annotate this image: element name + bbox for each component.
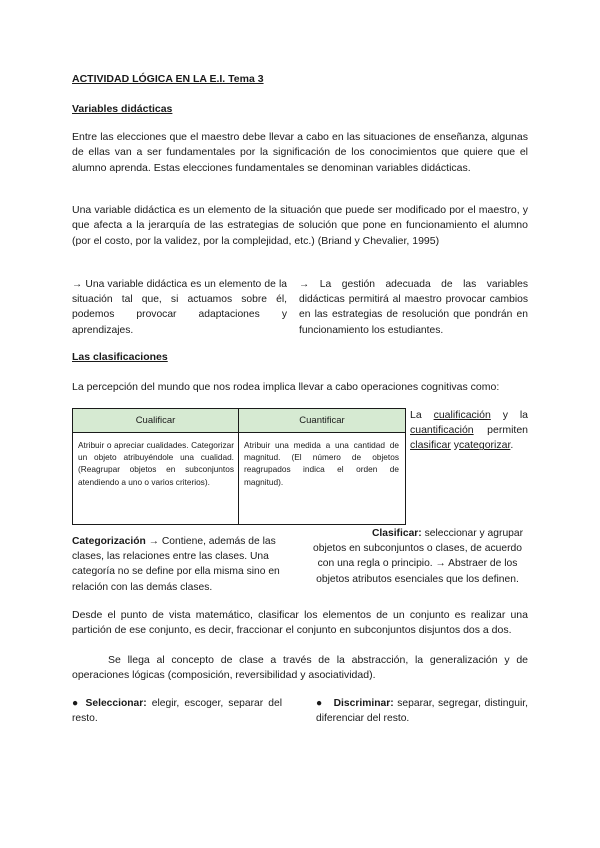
paragraph-variable-didactica: Una variable didáctica es un elemento de la situación que puede ser modificado por el maestro, y que afecta a la jerarquía de las estrategias de solución que pone en funcionamiento el alumno (por el costo, por la validez, por la complejidad, etc.) (Briand y Chevalier, 1995) xyxy=(72,204,528,247)
operations-table xyxy=(72,408,406,525)
paragraph-concepto-clase-text: Se llega al concepto de clase a través de la abstracción, la generalización y de operaciones lógicas (composición, reversibilidad y asociatividad). xyxy=(72,654,528,682)
column-left-note: → Una variable didáctica es un elemento de la situación tal que, si actuamos sobre él, podemos provocar adaptaciones y aprendizajes. xyxy=(72,279,287,336)
column-right-note: → La gestión adecuada de las variables didácticas permitirá al maestro provocar cambios en las estrategias de resolución que pondrán en funcionamiento los estudiantes. xyxy=(299,279,528,336)
side-note-clasificar: clasificar xyxy=(410,439,451,452)
side-note xyxy=(410,408,528,454)
side-note-permiten: permiten xyxy=(487,424,528,437)
side-note-categorizar: categorizar xyxy=(459,439,511,452)
table-header-cualificar: Cualificar xyxy=(73,409,239,433)
clasificar-term: Clasificar: xyxy=(371,528,422,539)
side-note-y2: y xyxy=(453,439,460,452)
discriminar-item xyxy=(316,696,528,726)
seleccionar-term: Seleccionar: xyxy=(85,698,147,709)
paragraph-concepto-clase xyxy=(72,653,528,684)
bullet-icon: ● xyxy=(72,698,81,709)
table-cell-cualificar: Atribuir o apreciar cualidades. Categorizar un objeto atribuyéndole una cualidad. (Reagrupar objetos en subconjuntos atendiendo a uno o varios criterios). xyxy=(78,440,234,487)
categorizacion-term: Categorización xyxy=(72,536,146,547)
heading-clasificaciones: Las clasificaciones xyxy=(72,351,168,363)
side-note-y: y la xyxy=(502,409,529,421)
table-column-divider xyxy=(238,433,239,525)
seleccionar-text: elegir, escoger, separar del resto. xyxy=(72,698,282,725)
table-cell-cuantificar: Atribuir una medida a una cantidad de magnitud. (El número de objetos reagrupados indica el orden de magnitud). xyxy=(244,440,399,487)
side-note-la: La xyxy=(410,409,422,421)
side-note-cuantificacion: cuantificación xyxy=(410,424,474,437)
seleccionar-item xyxy=(72,696,282,726)
categorizacion-text: → Contiene, además de las clases, las relaciones entre las clases. Una categoría no se define por ella misma sino en relación con las demás clases. xyxy=(72,536,280,593)
bullet-icon: ● xyxy=(316,698,323,709)
categorizacion-block xyxy=(72,534,287,595)
document-title: ACTIVIDAD LÓGICA EN LA E.I. Tema 3 xyxy=(72,73,264,85)
heading-variables-didacticas: Variables didácticas xyxy=(72,103,173,115)
clasificar-text: seleccionar y agrupar objetos en subconjuntos o clases, de acuerdo con una regla o principio. → Abstraer de los objetos atributos esenciales que los definen. xyxy=(313,528,524,585)
discriminar-term: Discriminar: xyxy=(333,698,394,709)
paragraph-elecciones: Entre las elecciones que el maestro debe llevar a cabo en las situaciones de enseñanza, algunas de ellas van a ser fundamentales por la significación de los conocimientos que quiere que el alumno aprenda. Estas elecciones fundamentales se denominan variables didácticas. xyxy=(72,131,528,174)
paragraph-punto-de-vista: Desde el punto de vista matemático, clasificar los elementos de un conjunto es realizar una partición de ese conjunto, es decir, fraccionar el conjunto en subconjuntos disjuntos dos a dos. xyxy=(72,609,528,637)
paragraph-percepcion: La percepción del mundo que nos rodea implica llevar a cabo operaciones cognitivas como: xyxy=(72,381,500,393)
discriminar-text: separar, segregar, distinguir, diferenciar del resto. xyxy=(316,698,528,725)
table-header-cuantificar: Cuantificar xyxy=(239,409,405,433)
clasificar-block xyxy=(307,526,528,587)
side-note-dot: . xyxy=(510,439,514,452)
side-note-cualificacion: cualificación xyxy=(433,409,491,421)
